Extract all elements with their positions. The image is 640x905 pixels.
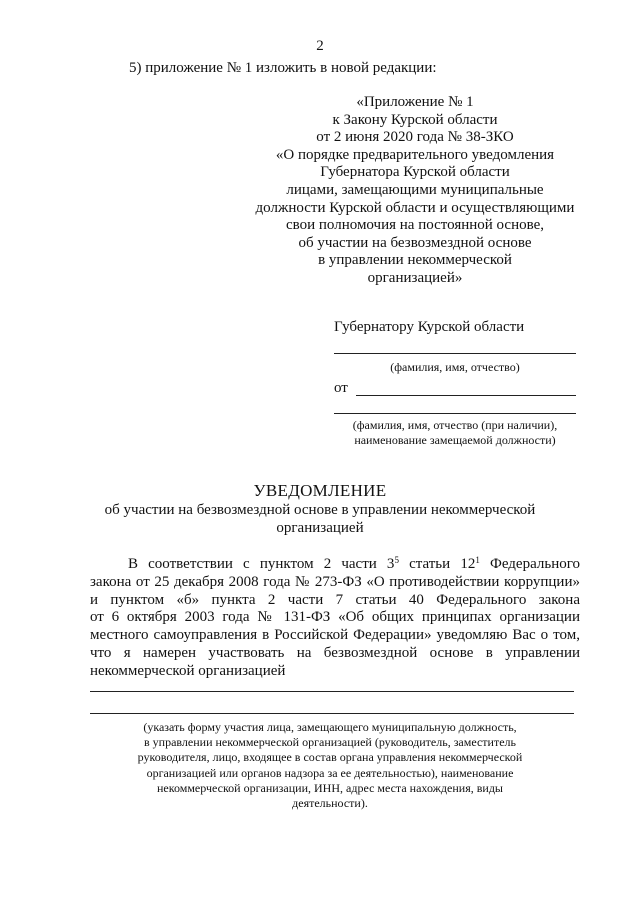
body-text-fragment: В соответствии с пунктом 2 части 3	[128, 556, 395, 572]
sender-line-2	[334, 413, 576, 414]
body-line: закона от 25 декабря 2008 года № 273-ФЗ «О противодействии коррупции»	[90, 573, 580, 590]
appendix-line: в управлении некоммерческой	[318, 252, 512, 269]
page-number: 2	[316, 38, 324, 54]
appendix-line: об участии на безвозмездной основе	[298, 234, 532, 251]
appendix-line: «Приложение № 1	[356, 94, 474, 110]
addressee-name-line	[334, 353, 576, 354]
hint-line: в управлении некоммерческой организацией (руководитель, заместитель	[144, 735, 516, 750]
participation-line	[90, 691, 574, 692]
notice-subtitle	[90, 502, 550, 537]
superscript: 5	[394, 555, 399, 565]
hint-line: руководителя, лицо, входящее в состав органа управления некоммерческой	[137, 750, 523, 765]
amendment-intro: 5) приложение № 1 изложить в новой редакции:	[129, 60, 437, 76]
from-label: от	[334, 380, 348, 396]
body-text-fragment: Федерального	[479, 556, 580, 572]
sender-hint-line: (фамилия, имя, отчество (при наличии),	[352, 418, 558, 432]
participation-line-2	[90, 713, 574, 714]
appendix-line: «О порядке предварительного уведомления	[275, 146, 555, 163]
appendix-line: лицами, замещающими муниципальные	[286, 181, 544, 198]
subtitle-line: организацией	[276, 519, 364, 536]
addressee-hint: (фамилия, имя, отчество)	[390, 360, 520, 374]
body-line: что я намерен участвовать на безвозмездной основе в управлении	[90, 644, 580, 661]
notice-title: УВЕДОМЛЕНИЕ	[253, 481, 387, 500]
hint-line: деятельности).	[292, 796, 368, 811]
sender-line	[356, 395, 576, 396]
sender-hint	[334, 418, 576, 448]
appendix-header	[240, 94, 590, 288]
superscript: 1	[475, 555, 480, 565]
appendix-line: организацией»	[367, 269, 463, 286]
sender-hint-line: наименование замещаемой должности)	[354, 433, 556, 447]
appendix-line: от 2 июня 2020 года № 38-ЗКО	[316, 129, 514, 146]
participation-hint	[110, 720, 550, 811]
body-line: местного самоуправления в Российской Федерации» уведомляю Вас о том,	[90, 627, 580, 644]
body-line: и пунктом «б» пункта 2 части 7 статьи 40 Федерального закона	[90, 591, 580, 608]
appendix-line: свои полномочия на постоянной основе,	[285, 217, 545, 234]
body-line: от 6 октября 2003 года № 131-ФЗ «Об общих принципах организации	[90, 609, 580, 626]
body-text-fragment: статьи 12	[398, 556, 476, 572]
appendix-line: Губернатора Курской области	[320, 164, 510, 181]
appendix-line: к Закону Курской области	[332, 111, 498, 128]
body-line: некоммерческой организацией	[90, 662, 286, 679]
notice-body	[90, 556, 580, 681]
hint-line: организацией или органов надзора за ее деятельностью), наименование	[146, 765, 514, 780]
addressee: Губернатору Курской области	[334, 319, 525, 335]
subtitle-line: об участии на безвозмездной основе в управлении некоммерческой	[104, 502, 536, 518]
hint-line: (указать форму участия лица, замещающего муниципальную должность,	[143, 720, 517, 734]
body-line	[90, 556, 580, 574]
appendix-line: должности Курской области и осуществляющими	[255, 199, 575, 216]
hint-line: некоммерческой организации, ИНН, адрес места нахождения, виды	[157, 780, 503, 795]
